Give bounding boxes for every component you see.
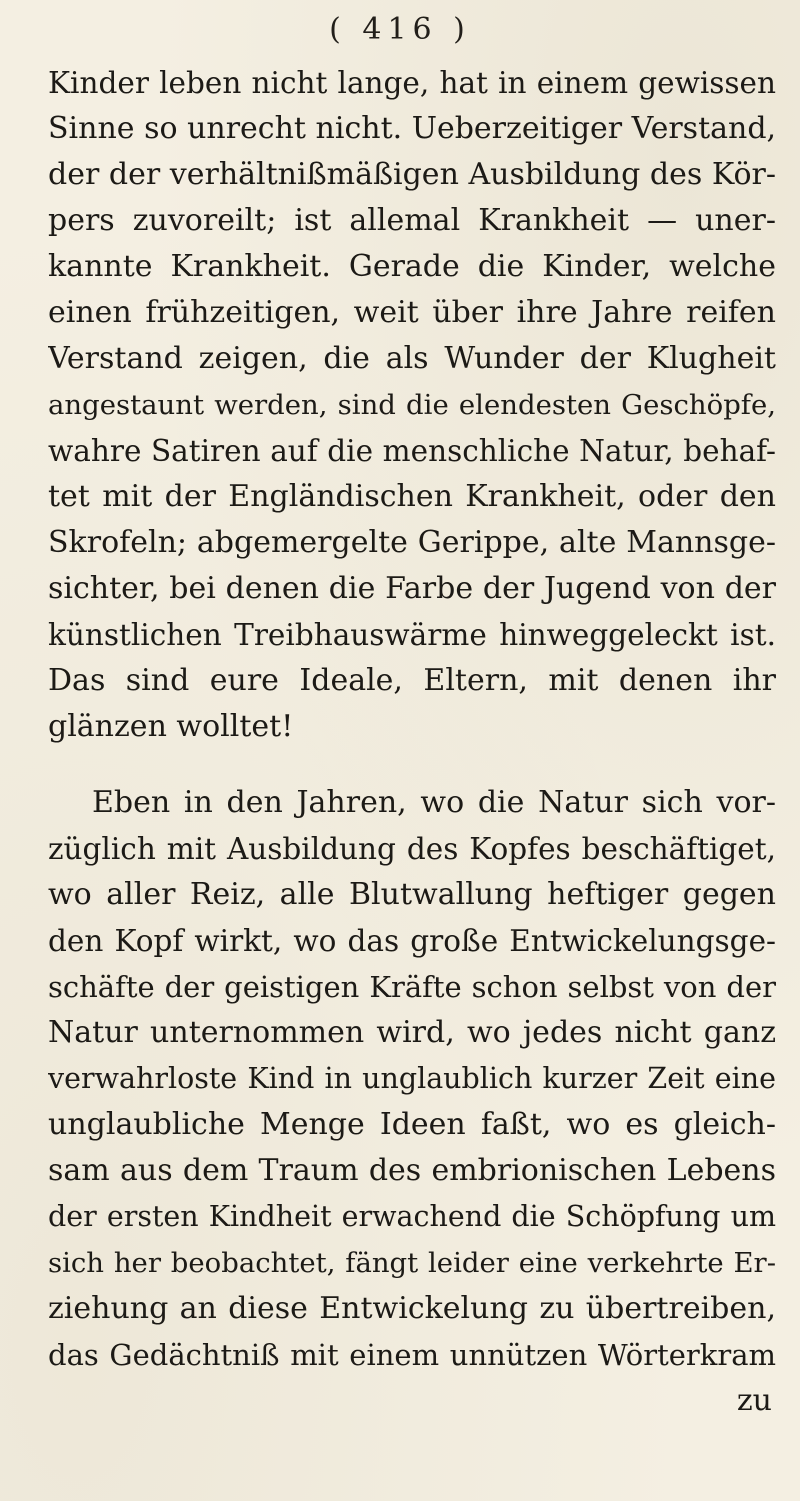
text-line: schäfte der geistigen Kräfte schon selbst von der (48, 970, 776, 1004)
text-line: sam aus dem Traum des embrionischen Lebens (48, 1153, 776, 1188)
text-line: Skrofeln; abgemergelte Gerippe, alte Mannsge- (48, 525, 776, 560)
text-line: der der verhältnißmäßigen Ausbildung des Kör- (48, 157, 776, 192)
text-line: das Gedächtniß mit einem unnützen Wörterkram (48, 1338, 776, 1372)
paragraph-2 (48, 780, 776, 1378)
paragraph-1 (48, 60, 776, 750)
text-line: pers zuvoreilt; ist allemal Krankheit — uner- (48, 203, 776, 238)
text-line: Eben in den Jahren, wo die Natur sich vor- (92, 785, 776, 820)
text-line: verwahrloste Kind in unglaublich kurzer Zeit eine (48, 1062, 776, 1095)
text-line: ziehung an diese Entwickelung zu übertreiben, (48, 1291, 776, 1326)
text-line: angestaunt werden, sind die elendesten Geschöpfe, (48, 389, 776, 421)
text-line: sich her beobachtet, fängt leider eine verkehrte Er- (48, 1247, 776, 1279)
text-line: sichter, bei denen die Farbe der Jugend von der (48, 571, 776, 606)
paragraph-gap (48, 750, 776, 780)
text-line: künstlichen Treibhauswärme hinweggeleckt ist. (48, 618, 776, 652)
catchword: zu (736, 1383, 772, 1418)
text-line: Kinder leben nicht lange, hat in einem gewissen (48, 66, 776, 100)
text-line: einen frühzeitigen, weit über ihre Jahre reifen (48, 295, 776, 330)
text-line: Natur unternommen wird, wo jedes nicht ganz (48, 1015, 776, 1050)
page-number: ( 416 ) (329, 12, 471, 47)
text-line: Sinne so unrecht nicht. Ueberzeitiger Verstand, (48, 111, 776, 146)
text-line: der ersten Kindheit erwachend die Schöpfung um (48, 1200, 776, 1233)
text-line: Verstand zeigen, die als Wunder der Klugheit (48, 341, 776, 376)
text-line: wo aller Reiz, alle Blutwallung heftiger gegen (48, 877, 776, 912)
text-line: tet mit der Engländischen Krankheit, oder den (48, 479, 776, 514)
text-line: Das sind eure Ideale, Eltern, mit denen ihr (48, 663, 776, 698)
body-text (48, 60, 776, 1424)
text-line: wahre Satiren auf die menschliche Natur, behaf- (48, 434, 776, 468)
text-line: unglaubliche Menge Ideen faßt, wo es gleich- (48, 1107, 776, 1142)
text-line: kannte Krankheit. Gerade die Kinder, welche (48, 249, 776, 284)
text-line: den Kopf wirkt, wo das große Entwickelungsge- (48, 924, 776, 958)
text-line: glänzen wolltet! (48, 709, 294, 744)
text-line: züglich mit Ausbildung des Kopfes beschäftiget, (48, 832, 776, 866)
